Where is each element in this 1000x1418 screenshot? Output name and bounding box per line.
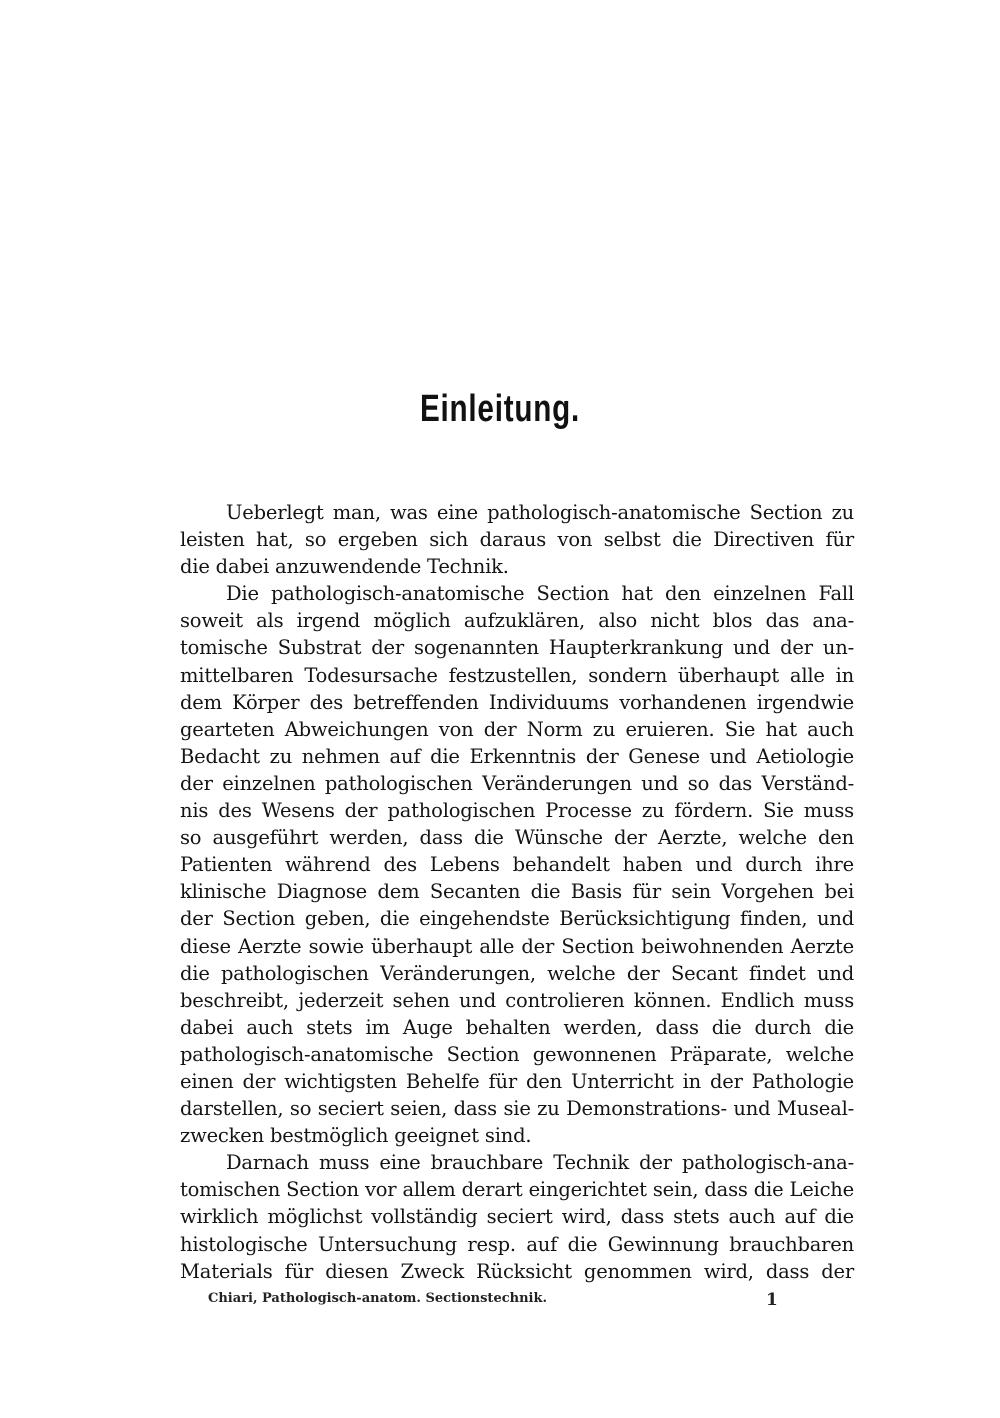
text-line: diese Aerzte sowie überhaupt alle der Section beiwohnenden Aerzte [180,934,854,958]
text-line: nis des Wesens der pathologischen Processe zu fördern. Sie muss [180,799,854,823]
text-line: Ueberlegt man, was eine pathologisch-anatomische Section zu [226,501,854,524]
text-line: dem Körper des betreffenden Individuums vorhandenen irgendwie [180,690,854,714]
text-line: dabei auch stets im Auge behalten werden, dass die durch die [180,1015,854,1039]
text-line: histologische Untersuchung resp. auf die Gewinnung brauchbaren [180,1232,854,1256]
text-line: mittelbaren Todesursache festzustellen, sondern überhaupt alle in [180,663,854,687]
text-line: pathologisch-anatomische Section gewonnenen Präparate, welche [180,1042,854,1066]
text-line: darstellen, so seciert seien, dass sie zu Demonstrations- und Museal- [180,1097,854,1121]
body-text [180,499,854,1285]
text-line: Darnach muss eine brauchbare Technik der pathologisch-ana- [226,1151,854,1175]
text-line: der Section geben, die eingehendste Berücksichtigung finden, und [180,907,854,931]
text-line: einen der wichtigsten Behelfe für den Unterricht in der Pathologie [180,1069,854,1093]
text-line: die pathologischen Veränderungen, welche der Secant findet und [180,961,854,985]
text-line: beschreibt, jederzeit sehen und controlieren können. Endlich muss [180,988,854,1012]
text-line: der einzelnen pathologischen Veränderungen und so das Verständ- [180,771,854,795]
text-line: leisten hat, so ergeben sich daraus von selbst die Directiven für [180,528,854,552]
text-line: zwecken bestmöglich geeignet sind. [180,1124,532,1148]
text-line: Materials für diesen Zweck Rücksicht genommen wird, dass der [180,1259,854,1283]
text-line: soweit als irgend möglich aufzuklären, also nicht blos das ana- [180,609,854,633]
text-line: Patienten während des Lebens behandelt haben und durch ihre [180,853,854,877]
page-number: 1 [766,1290,778,1310]
text-line: Die pathologisch-anatomische Section hat den einzelnen Fall [226,582,854,606]
text-line: so ausgeführt werden, dass die Wünsche der Aerzte, welche den [180,826,854,850]
text-line: wirklich möglichst vollständig seciert wird, dass stets auch auf die [180,1205,854,1229]
text-line: klinische Diagnose dem Secanten die Basis für sein Vorgehen bei [180,880,854,904]
chapter-title: Einleitung. [419,388,581,430]
text-line: tomische Substrat der sogenannten Haupterkrankung und der un- [180,636,854,660]
text-line: gearteten Abweichungen von der Norm zu eruieren. Sie hat auch [180,717,854,741]
text-line: tomischen Section vor allem derart eingerichtet sein, dass die Leiche [180,1178,854,1202]
running-title: Chiari, Pathologisch-anatom. Sectionstechnik. [208,1291,548,1306]
text-line: die dabei anzuwendende Technik. [180,555,509,579]
text-line: Bedacht zu nehmen auf die Erkenntnis der Genese und Aetiologie [180,744,854,768]
